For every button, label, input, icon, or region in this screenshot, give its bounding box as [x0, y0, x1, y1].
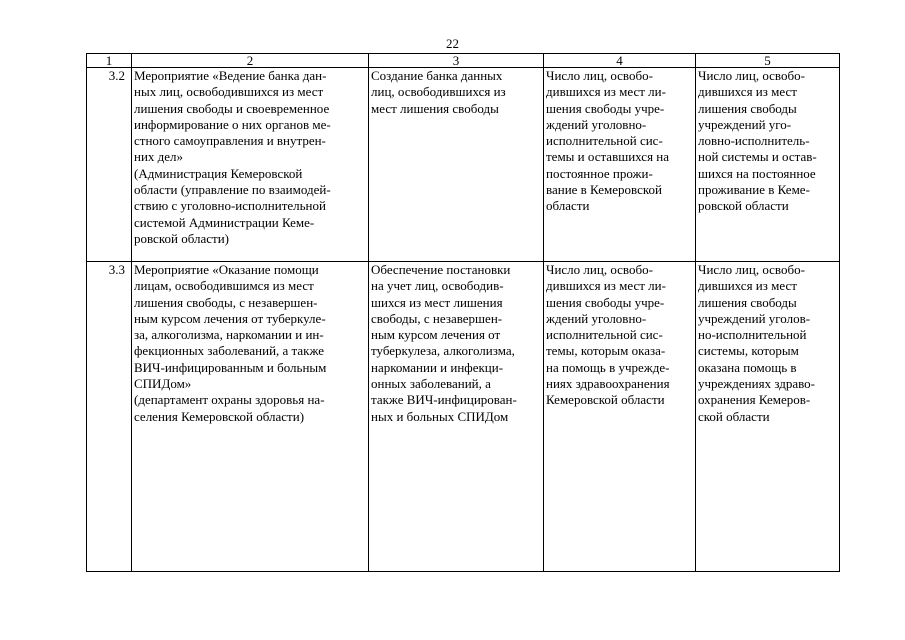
- header-col-1: 1: [87, 54, 132, 68]
- header-col-5: 5: [696, 54, 840, 68]
- cell-text-line: ждений уголовно-: [546, 116, 647, 132]
- header-col-2: 2: [132, 54, 369, 68]
- indicator-cell: [544, 68, 696, 262]
- cell-text-line: темы, которым оказа-: [546, 343, 666, 359]
- cell-text-line: лицам, освободившимся из мест: [134, 278, 314, 294]
- cell-text-line: шихся на постоянное: [698, 165, 816, 181]
- cell-text-line: шихся из мест лишения: [371, 294, 503, 310]
- cell-text-line: проживание в Кеме-: [698, 182, 810, 198]
- row-number: 3.3: [87, 262, 132, 572]
- cell-text-line: Мероприятие «Оказание помощи: [134, 262, 319, 277]
- cell-text-line: Число лиц, освобо-: [698, 68, 805, 83]
- cell-text-line: стного самоуправления и внутрен-: [134, 133, 326, 149]
- page-number: 22: [446, 36, 459, 51]
- cell-text-line: также ВИЧ-инфицирован-: [371, 392, 517, 408]
- cell-text-line: СПИДом»: [134, 376, 192, 392]
- cell-text-line: лишения свободы: [698, 294, 797, 310]
- cell-text-line: фекционных заболеваний, а также: [134, 343, 325, 359]
- result-cell: [369, 68, 544, 262]
- cell-text-line: учреждений уго-: [698, 116, 792, 132]
- table-row: [87, 68, 840, 262]
- measure-cell: [132, 262, 369, 572]
- cell-text-line: исполнительной сис-: [546, 133, 663, 149]
- cell-text-line: темы и оставшихся на: [546, 149, 670, 165]
- cell-text-line: селения Кемеровской области): [134, 408, 305, 424]
- cell-text-line: постоянное прожи-: [546, 165, 653, 181]
- cell-text-line: наркомании и инфекци-: [371, 359, 504, 375]
- cell-text-line: дившихся из мест ли-: [546, 278, 666, 294]
- cell-text-line: Создание банка данных: [371, 68, 503, 83]
- cell-text-line: лишения свободы: [698, 100, 797, 116]
- cell-text-line: ской области: [698, 408, 770, 424]
- cell-text-line: области: [546, 198, 590, 214]
- cell-text-line: лишения свободы, с незавершен-: [134, 294, 318, 310]
- cell-text-line: туберкулеза, алкоголизма,: [371, 343, 515, 359]
- cell-text-line: ниях здравоохранения: [546, 376, 670, 392]
- cell-text-line: учреждениях здраво-: [698, 376, 815, 392]
- cell-text-line: системой Администрации Кеме-: [134, 214, 315, 230]
- cell-text-line: информирование о них органов ме-: [134, 116, 331, 132]
- result-cell: [369, 262, 544, 572]
- cell-text-line: ровской области: [698, 198, 789, 214]
- indicator-cell: [544, 262, 696, 572]
- indicator-alt-cell: [696, 68, 840, 262]
- cell-text-line: ВИЧ-инфицированным и больным: [134, 359, 327, 375]
- measures-table: [86, 53, 840, 572]
- cell-text-line: исполнительной сис-: [546, 327, 663, 343]
- cell-text-line: шения свободы учре-: [546, 294, 665, 310]
- cell-text-line: них дел»: [134, 149, 184, 165]
- cell-text-line: Обеспечение постановки: [371, 262, 511, 277]
- indicator-alt-cell: [696, 262, 840, 572]
- cell-text-line: но-исполнительной: [698, 327, 807, 343]
- cell-text-line: Кемеровской области: [546, 392, 665, 408]
- cell-text-line: оказана помощь в: [698, 359, 797, 375]
- header-row: [87, 54, 840, 68]
- cell-text-line: системы, которым: [698, 343, 799, 359]
- cell-text-line: (Администрация Кемеровской: [134, 165, 303, 181]
- cell-text-line: ным курсом лечения от: [371, 327, 501, 343]
- cell-text-line: ным курсом лечения от туберкуле-: [134, 310, 326, 326]
- cell-text-line: (департамент охраны здоровья на-: [134, 392, 325, 408]
- cell-text-line: ровской области): [134, 230, 229, 246]
- header-col-4: 4: [544, 54, 696, 68]
- table-row: [87, 262, 840, 572]
- cell-text-line: ных и больных СПИДом: [371, 408, 509, 424]
- cell-text-line: дившихся из мест: [698, 278, 797, 294]
- cell-text-line: дившихся из мест: [698, 84, 797, 100]
- cell-text-line: ной системы и остав-: [698, 149, 817, 165]
- cell-text-line: ных лиц, освободившихся из мест: [134, 84, 324, 100]
- cell-text-line: на помощь в учрежде-: [546, 359, 670, 375]
- header-col-3: 3: [369, 54, 544, 68]
- cell-text-line: свободы, с незавершен-: [371, 310, 503, 326]
- cell-text-line: Число лиц, освобо-: [698, 262, 805, 277]
- cell-text-line: лиц, освободившихся из: [371, 84, 506, 100]
- cell-text-line: шения свободы учре-: [546, 100, 665, 116]
- cell-text-line: учреждений уголов-: [698, 310, 811, 326]
- cell-text-line: области (управление по взаимодей-: [134, 182, 331, 198]
- cell-text-line: мест лишения свободы: [371, 100, 499, 116]
- measure-cell: [132, 68, 369, 262]
- cell-text-line: Мероприятие «Ведение банка дан-: [134, 68, 327, 83]
- cell-text-line: дившихся из мест ли-: [546, 84, 666, 100]
- row-number: 3.2: [87, 68, 132, 262]
- cell-text-line: на учет лиц, освободив-: [371, 278, 504, 294]
- cell-text-line: Число лиц, освобо-: [546, 262, 653, 277]
- cell-text-line: вание в Кемеровской: [546, 182, 662, 198]
- cell-text-line: ждений уголовно-: [546, 310, 647, 326]
- cell-text-line: Число лиц, освобо-: [546, 68, 653, 83]
- cell-text-line: за, алкоголизма, наркомании и ин-: [134, 327, 324, 343]
- cell-text-line: лишения свободы и своевременное: [134, 100, 330, 116]
- cell-text-line: ловно-исполнитель-: [698, 133, 810, 149]
- cell-text-line: онных заболеваний, а: [371, 376, 491, 392]
- cell-text-line: охранения Кемеров-: [698, 392, 811, 408]
- cell-text-line: ствию с уголовно-исполнительной: [134, 198, 326, 214]
